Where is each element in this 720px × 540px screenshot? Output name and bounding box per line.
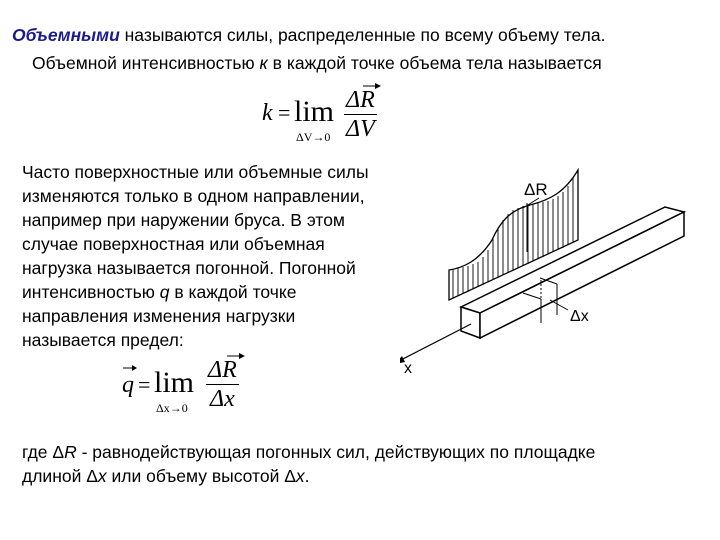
bottom-line-2 <box>22 464 595 488</box>
label-dR: ΔR <box>524 180 548 199</box>
intro-definition: называются силы, распределенные по всему объему тела. <box>119 25 606 45</box>
formula-q-sub: Δx→0 <box>156 401 188 415</box>
x-symbol: x <box>295 466 305 486</box>
formula-q-lim: lim <box>154 366 195 399</box>
paragraph-line: случае поверхностная или объемная <box>22 234 325 254</box>
intro-line-2 <box>32 52 602 74</box>
vector-arrow-icon <box>122 364 138 372</box>
paragraph-line <box>22 280 369 304</box>
intro-term: Объемными <box>12 25 120 45</box>
formula-k-eq: = <box>278 100 291 125</box>
bottom-line-1 <box>22 440 595 464</box>
formula-q-denominator: Δx <box>210 386 235 412</box>
intro-k-symbol: к <box>259 53 268 73</box>
formula-k-denominator: ΔV <box>346 116 375 142</box>
paragraph-line: нагрузка называется погонной. Погонной <box>22 258 356 278</box>
paragraph-line-6-part-b: в каждой точке <box>169 282 297 302</box>
formula-k-lhs: k <box>262 100 273 126</box>
intro-line-2-part-b: в каждой точке объема тела называется <box>267 53 602 73</box>
bottom-part-b: - равнодействующая погонных сил, действующих по площадке <box>76 442 596 462</box>
formula-q <box>122 354 262 416</box>
formula-k <box>262 86 402 146</box>
formula-q-numerator: ΔR <box>208 357 237 383</box>
beam-end-face <box>461 307 480 338</box>
vector-arrow-icon <box>362 82 382 90</box>
paragraph-line: например при наружении бруса. В этом <box>22 210 345 230</box>
bottom-part-c: длиной Δ <box>22 466 98 486</box>
intro-line-1 <box>12 24 606 46</box>
formula-q-fraction <box>206 356 239 413</box>
formula-k-numerator: ΔR <box>346 87 375 113</box>
paragraph-line: изменяются только в одном направлении, <box>22 186 365 206</box>
bottom-part-a: где Δ <box>22 442 65 462</box>
bottom-part-e: . <box>304 466 310 486</box>
intro-line-2-part-a: Объемной интенсивностью <box>32 53 260 73</box>
q-symbol: q <box>159 282 170 302</box>
main-paragraph <box>22 160 369 352</box>
formula-k-lim: lim <box>294 95 335 128</box>
bottom-explanation <box>22 440 595 488</box>
beam-load-diagram <box>400 160 720 390</box>
formula-k-sub: ΔV→0 <box>296 130 331 144</box>
paragraph-line-6-part-a: интенсивностью <box>22 282 160 302</box>
x-symbol: x <box>97 466 107 486</box>
bottom-part-d: или объему высотой Δ <box>106 466 296 486</box>
label-dx: Δx <box>570 308 589 325</box>
formula-q-eq: = <box>138 372 151 397</box>
label-x-axis: x <box>404 360 412 377</box>
formula-q-lhs: q <box>122 372 134 398</box>
R-symbol: R <box>64 442 77 462</box>
paragraph-line: называется предел: <box>22 330 184 350</box>
vector-arrow-icon <box>226 352 246 360</box>
x-axis <box>400 324 471 362</box>
dx-leader <box>550 300 568 310</box>
formula-k-fraction <box>344 86 377 143</box>
paragraph-line: направления изменения нагрузки <box>22 306 296 326</box>
paragraph-line: Часто поверхностные или объемные силы <box>22 162 369 182</box>
